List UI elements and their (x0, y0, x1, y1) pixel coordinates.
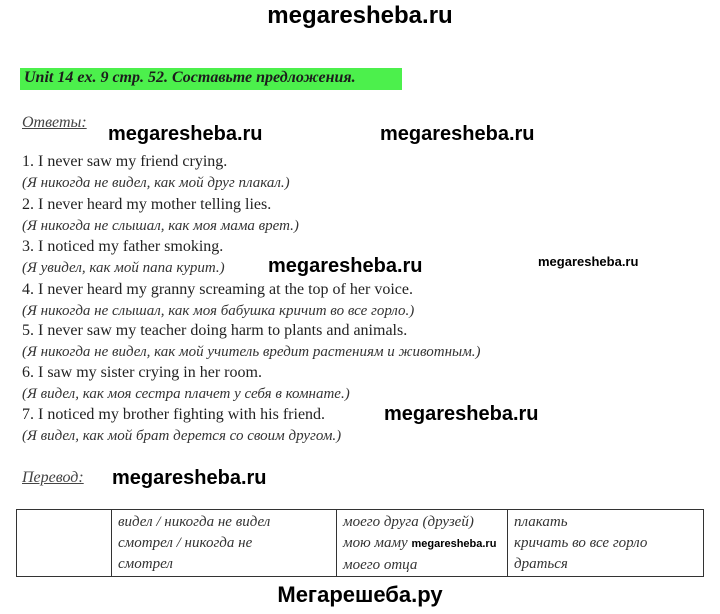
answer-5-russian: (Я никогда не видел, как мой учитель вредит растениям и животным.) (22, 344, 481, 360)
translation-table (16, 509, 704, 577)
answer-1-russian: (Я никогда не видел, как мой друг плакал.) (22, 175, 290, 191)
table-line: драться (514, 556, 568, 572)
watermark-bottom: Мегарешеба.ру (277, 582, 443, 607)
translation-label: Перевод: (22, 469, 84, 486)
table-line: кричать во все горло (514, 535, 648, 551)
answer-2-russian: (Я никогда не слышал, как моя мама врет.) (22, 218, 299, 234)
watermark: megaresheba.ru (108, 123, 263, 145)
answer-7-english: 7. I noticed my brother fighting with his friend. (22, 406, 326, 423)
answer-3-russian: (Я увидел, как мой папа курит.) (22, 260, 225, 276)
watermark: megaresheba.ru (538, 254, 639, 269)
watermark: megaresheba.ru (411, 538, 497, 550)
answer-2-english: 2. I never heard my mother telling lies. (22, 196, 272, 213)
table-line (343, 533, 501, 555)
answers-label: Ответы: (22, 114, 87, 131)
table-line: смотрел (118, 556, 173, 572)
answer-6-russian: (Я видел, как моя сестра плачет у себя в комнате.) (22, 386, 350, 402)
answer-6-english: 6. I saw my sister crying in her room. (22, 364, 262, 381)
answer-1-english: 1. I never saw my friend crying. (22, 153, 228, 170)
answer-4-english: 4. I never heard my granny screaming at the top of her voice. (22, 281, 413, 298)
table-line: моего друга (друзей) (343, 514, 474, 530)
table-line: видел / никогда не видел (118, 514, 271, 530)
watermark: megaresheba.ru (380, 123, 535, 145)
table-cell-empty (17, 510, 112, 577)
exercise-title: Unit 14 ex. 9 стр. 52. Составьте предложения. (24, 69, 356, 86)
answer-5-english: 5. I never saw my teacher doing harm to plants and animals. (22, 322, 408, 339)
watermark: megaresheba.ru (112, 467, 267, 489)
table-cell-objects (337, 510, 508, 577)
table-line-text: мою маму (343, 535, 408, 551)
watermark-top: megaresheba.ru (267, 2, 453, 29)
table-line: плакать (514, 514, 568, 530)
table-line: моего отца (343, 557, 418, 573)
table-cell-verbs (112, 510, 337, 577)
table-line: смотрел / никогда не (118, 535, 253, 551)
answer-7-russian: (Я видел, как мой брат дерется со своим другом.) (22, 428, 342, 444)
table-row (17, 510, 704, 577)
watermark: megaresheba.ru (268, 255, 423, 277)
table-cell-actions (508, 510, 704, 577)
answer-4-russian: (Я никогда не слышал, как моя бабушка кричит во все горло.) (22, 303, 415, 319)
answer-3-english: 3. I noticed my father smoking. (22, 238, 224, 255)
watermark: megaresheba.ru (384, 403, 539, 425)
